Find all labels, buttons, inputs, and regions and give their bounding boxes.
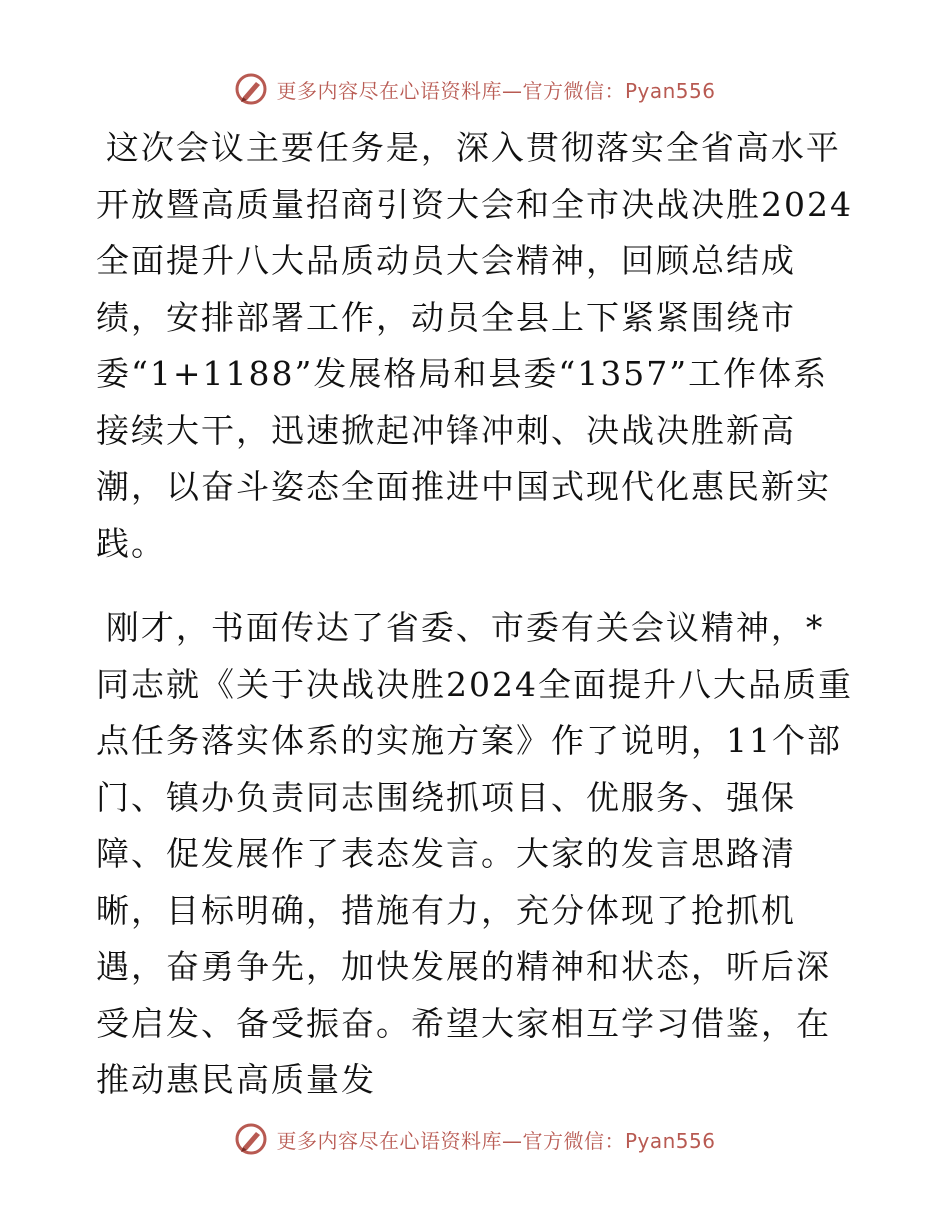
watermark-text: 更多内容尽在心语资料库—官方微信：Pyan556	[276, 78, 716, 103]
header-watermark	[0, 72, 950, 106]
paragraph-2: 刚才，书面传达了省委、市委有关会议精神，*同志就《关于决战决胜2024全面提升八大品质重点任务落实体系的实施方案》作了说明，11个部门、镇办负责同志围绕抓项目、优服务、强保障、促发展作了表态发言。大家的发言思路清晰，目标明确，措施有力，充分体现了抢抓机遇，奋勇争先，加快发展的精神和状态，听后深受启发、备受振奋。希望大家相互学习借鉴，在推动惠民高质量发	[96, 608, 853, 1099]
watermark-text: 更多内容尽在心语资料库—官方微信：Pyan556	[276, 1128, 716, 1153]
pen-logo-icon	[234, 1122, 268, 1156]
paragraph-1: 这次会议主要任务是，深入贯彻落实全省高水平开放暨高质量招商引资大会和全市决战决胜2024全面提升八大品质动员大会精神，回顾总结成绩，安排部署工作，动员全县上下紧紧围绕市委“1+1188”发展格局和县委“1357”工作体系接续大干，迅速掀起冲锋冲刺、决战决胜新高潮，以奋斗姿态全面推进中国式现代化惠民新实践。	[96, 128, 853, 563]
document-body	[96, 120, 856, 1137]
footer-watermark	[0, 1122, 950, 1156]
pen-logo-icon	[234, 72, 268, 106]
